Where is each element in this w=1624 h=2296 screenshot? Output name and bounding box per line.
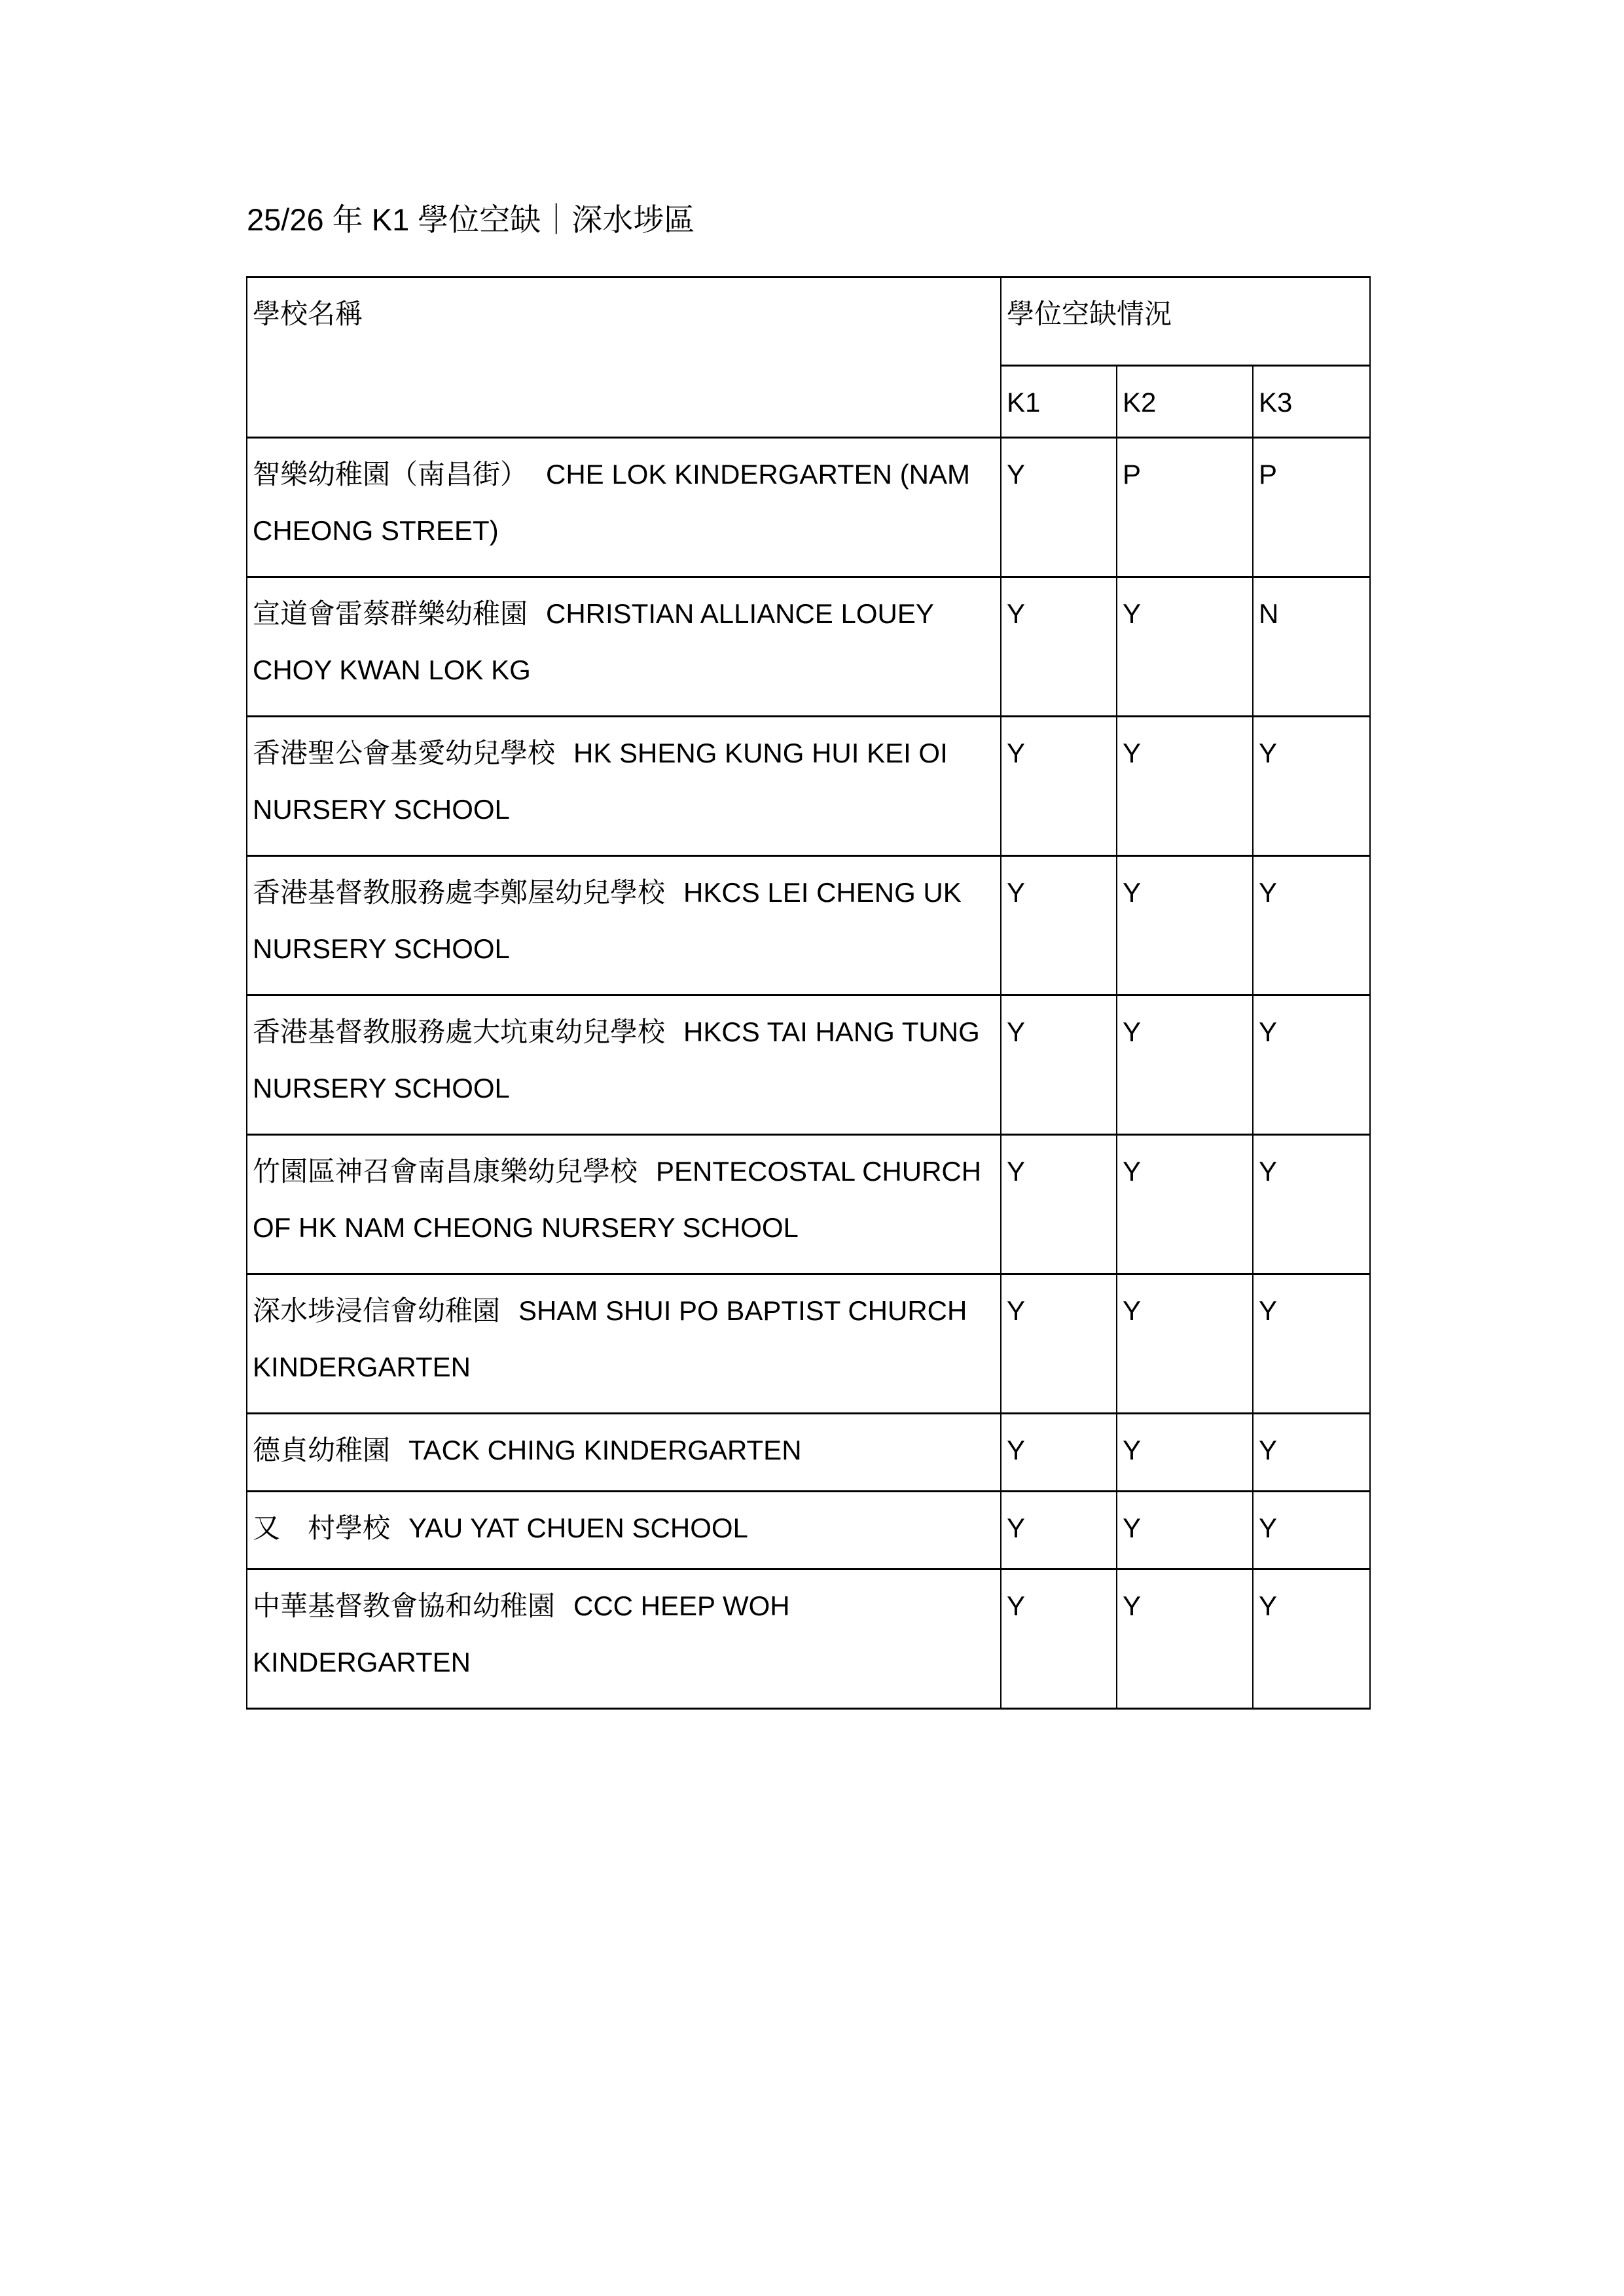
header-vacancy: 學位空缺情況 [1001, 278, 1370, 366]
school-name-en: TACK CHING KINDERGARTEN [408, 1435, 802, 1465]
school-name-zh: 竹園區神召會南昌康樂幼兒學校 [253, 1156, 638, 1187]
header-school-name: 學校名稱 [247, 278, 1001, 438]
k1-value: Y [1001, 1414, 1117, 1492]
k1-value: Y [1001, 1274, 1117, 1414]
k1-value: Y [1001, 577, 1117, 717]
k3-value: Y [1253, 717, 1370, 856]
k2-value: Y [1117, 1492, 1253, 1570]
k1-value: Y [1001, 717, 1117, 856]
k1-value: Y [1001, 996, 1117, 1135]
table-row [247, 438, 1370, 577]
k1-value: Y [1001, 1135, 1117, 1274]
school-name-cell [247, 856, 1001, 996]
school-name-cell [247, 996, 1001, 1135]
school-name-cell [247, 1414, 1001, 1492]
k2-value: Y [1117, 577, 1253, 717]
k3-value: N [1253, 577, 1370, 717]
school-name-cell [247, 717, 1001, 856]
table-row [247, 1570, 1370, 1709]
school-name-en: HKCS TAI HANG TUNG NURSERY SCHOOL [253, 1016, 980, 1104]
page-title: 25/26 年 K1 學位空缺｜深水埗區 [247, 202, 695, 237]
k1-value: Y [1001, 438, 1117, 577]
school-name-zh: 深水埗浸信會幼稚園 [253, 1295, 501, 1326]
school-name-en: CCC HEEP WOH KINDERGARTEN [253, 1590, 790, 1678]
table-row [247, 1135, 1370, 1274]
school-name-zh: 又 村學校 [253, 1513, 391, 1543]
table-row [247, 1414, 1370, 1492]
k3-value: P [1253, 438, 1370, 577]
school-name-cell [247, 1570, 1001, 1709]
k3-value: Y [1253, 1135, 1370, 1274]
school-name-en: CHE LOK KINDERGARTEN (NAM CHEONG STREET) [253, 459, 971, 547]
k1-value: Y [1001, 856, 1117, 996]
k1-value: Y [1001, 1492, 1117, 1570]
school-name-cell [247, 1274, 1001, 1414]
k2-value: P [1117, 438, 1253, 577]
k3-value: Y [1253, 1274, 1370, 1414]
k3-value: Y [1253, 856, 1370, 996]
k2-value: Y [1117, 1135, 1253, 1274]
k2-value: Y [1117, 1414, 1253, 1492]
k2-value: Y [1117, 1274, 1253, 1414]
school-name-en: PENTECOSTAL CHURCH OF HK NAM CHEONG NURSERY SCHOOL [253, 1156, 982, 1244]
table-row [247, 577, 1370, 717]
school-name-en: HK SHENG KUNG HUI KEI OI NURSERY SCHOOL [253, 738, 948, 825]
k3-value: Y [1253, 996, 1370, 1135]
school-name-en: CHRISTIAN ALLIANCE LOUEY CHOY KWAN LOK KG [253, 598, 934, 686]
school-name-zh: 德貞幼稚園 [253, 1435, 391, 1465]
header-k1: K1 [1001, 366, 1117, 438]
header-row-1 [247, 278, 1370, 366]
school-name-zh: 香港基督教服務處李鄭屋幼兒學校 [253, 877, 666, 908]
school-name-zh: 香港聖公會基愛幼兒學校 [253, 738, 556, 768]
k2-value: Y [1117, 996, 1253, 1135]
k2-value: Y [1117, 717, 1253, 856]
school-name-cell [247, 438, 1001, 577]
table-row [247, 717, 1370, 856]
header-k2: K2 [1117, 366, 1253, 438]
k2-value: Y [1117, 856, 1253, 996]
school-name-cell [247, 1492, 1001, 1570]
school-name-en: YAU YAT CHUEN SCHOOL [408, 1513, 748, 1543]
school-name-cell [247, 577, 1001, 717]
k3-value: Y [1253, 1570, 1370, 1709]
vacancy-table [246, 276, 1371, 1710]
k1-value: Y [1001, 1570, 1117, 1709]
k2-value: Y [1117, 1570, 1253, 1709]
table-row [247, 1274, 1370, 1414]
table-row [247, 996, 1370, 1135]
school-name-cell [247, 1135, 1001, 1274]
k3-value: Y [1253, 1414, 1370, 1492]
school-name-en: SHAM SHUI PO BAPTIST CHURCH KINDERGARTEN [253, 1295, 967, 1383]
school-name-zh: 香港基督教服務處大坑東幼兒學校 [253, 1016, 666, 1047]
table-row [247, 856, 1370, 996]
school-name-en: HKCS LEI CHENG UK NURSERY SCHOOL [253, 877, 962, 965]
school-name-zh: 智樂幼稚園（南昌街） [253, 459, 528, 490]
table-row [247, 1492, 1370, 1570]
k3-value: Y [1253, 1492, 1370, 1570]
school-name-zh: 中華基督教會協和幼稚園 [253, 1590, 556, 1621]
school-name-zh: 宣道會雷蔡群樂幼稚園 [253, 598, 528, 629]
header-k3: K3 [1253, 366, 1370, 438]
